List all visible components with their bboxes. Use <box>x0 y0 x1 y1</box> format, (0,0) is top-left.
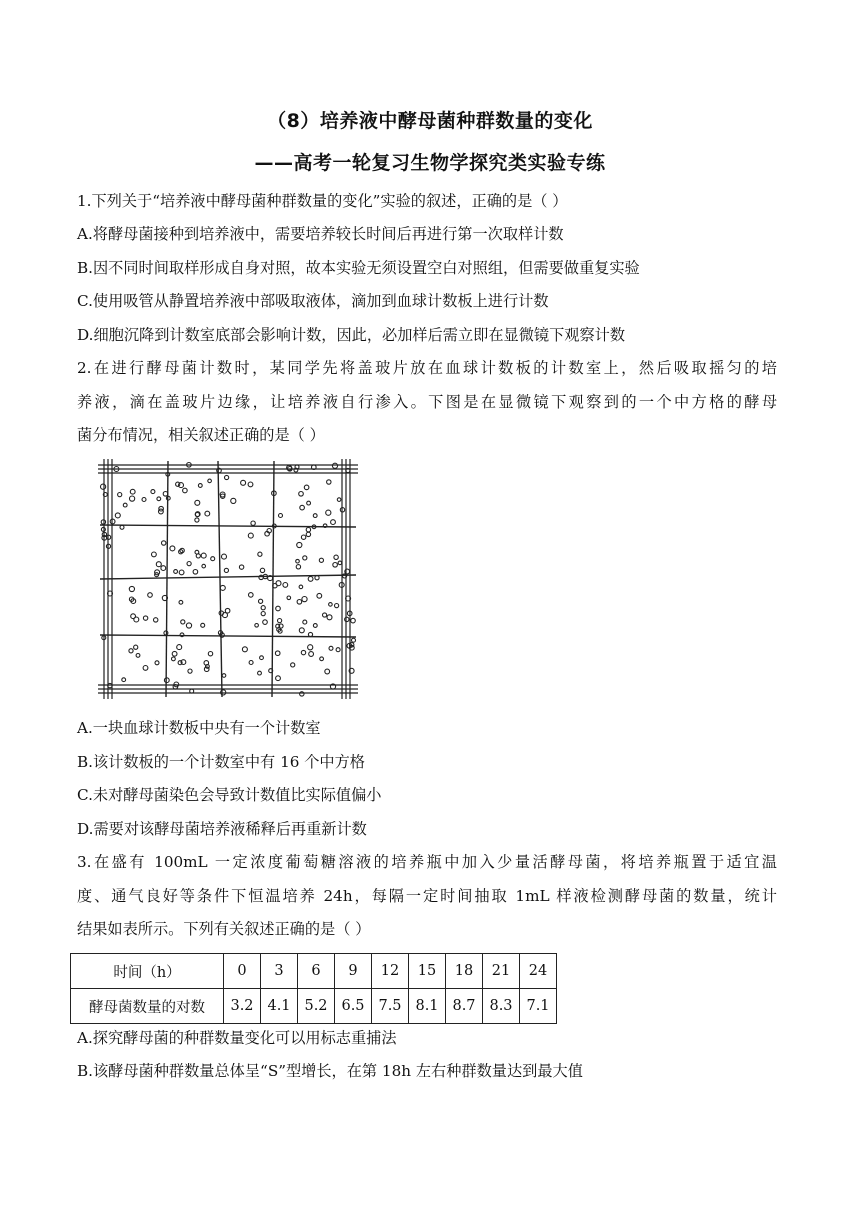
yeast-cell <box>283 583 288 588</box>
yeast-cell <box>122 678 126 682</box>
yeast-cell <box>205 511 210 516</box>
yeast-cell <box>301 650 305 654</box>
q2-option-c: C.未对酵母菌染色会导致计数值比实际值偏小 <box>77 786 382 804</box>
page-title: （8）培养液中酵母菌种群数量的变化 <box>267 110 593 132</box>
yeast-cell <box>201 553 206 558</box>
yeast-cell <box>320 657 324 661</box>
q1-option-b: B.因不同时间取样形成自身对照，故本实验无须设置空白对照组，但需要做重复实验 <box>77 259 640 277</box>
time-cell: 6 <box>298 954 335 989</box>
yeast-cell <box>115 513 120 518</box>
yeast-cell <box>327 615 332 620</box>
yeast-cell <box>211 557 215 561</box>
yeast-cell <box>299 585 303 589</box>
q1-option-d: D.细胞沉降到计数室底部会影响计数，因此，必加样后需立即在显微镜下观察计数 <box>77 326 626 344</box>
yeast-cell <box>183 488 188 493</box>
yeast-cell <box>249 661 253 665</box>
yeast-cell <box>325 669 330 674</box>
yeast-cell <box>188 669 192 673</box>
q2-stem-line-2: 养液，滴在盖玻片边缘，让培养液自行渗入。下图是在显微镜下观察到的一个中方格的酵母 <box>77 393 777 411</box>
yeast-cell <box>179 600 183 604</box>
row-header-log-count: 酵母菌数量的对数 <box>71 989 224 1024</box>
yeast-cell <box>241 480 246 485</box>
yeast-cell <box>332 463 337 468</box>
yeast-cell <box>123 503 127 507</box>
yeast-cell <box>101 484 106 489</box>
log-count-cell: 8.1 <box>409 989 446 1024</box>
yeast-cell <box>345 617 349 621</box>
yeast-cell <box>296 559 300 563</box>
yeast-cell <box>307 501 311 505</box>
yeast-cell <box>251 521 255 525</box>
yeast-cell <box>134 617 139 622</box>
yeast-cell <box>118 493 122 497</box>
yeast-cell <box>331 520 336 525</box>
q1-option-c: C.使用吸管从静置培养液中部吸取液体，滴加到血球计数板上进行计数 <box>77 292 549 310</box>
yeast-cell <box>303 620 307 624</box>
hemocytometer-grid-figure <box>96 457 360 701</box>
yeast-cell <box>276 676 281 681</box>
yeast-cell <box>193 570 198 575</box>
yeast-cell <box>301 535 305 539</box>
q1-stem: 1.下列关于“培养液中酵母菌种群数量的变化”实验的叙述，正确的是（ ） <box>77 192 568 210</box>
yeast-cell <box>260 656 264 660</box>
yeast-cell <box>334 555 338 559</box>
yeast-cell <box>336 648 340 652</box>
yeast-cell <box>255 624 259 628</box>
yeast-cell <box>329 603 333 607</box>
yeast-cell <box>143 666 148 671</box>
yeast-cell <box>225 608 230 613</box>
yeast-cell <box>242 647 247 652</box>
yeast-cell <box>202 564 206 568</box>
table-row-time <box>71 954 557 989</box>
table-row-log-count <box>71 989 557 1024</box>
yeast-cell <box>161 566 166 571</box>
q3-stem-line-3: 结果如表所示。下列有关叙述正确的是（ ） <box>77 920 371 938</box>
q3-option-a: A.探究酵母菌的种群数量变化可以用标志重捕法 <box>77 1029 397 1047</box>
yeast-cell <box>308 645 313 650</box>
yeast-cell <box>319 558 323 562</box>
yeast-cell <box>142 498 146 502</box>
yeast-cell <box>278 619 282 623</box>
yeast-cell <box>134 645 138 649</box>
yeast-cell <box>201 623 205 627</box>
log-count-cell: 7.1 <box>520 989 557 1024</box>
yeast-cell <box>259 599 263 603</box>
q2-option-d: D.需要对该酵母菌培养液稀释后再重新计数 <box>77 820 367 838</box>
yeast-cell <box>279 514 283 518</box>
yeast-count-table <box>70 953 557 1024</box>
time-cell: 18 <box>446 954 483 989</box>
time-cell: 9 <box>335 954 372 989</box>
q3-stem-line-1: 3.在盛有 100mL 一定浓度葡萄糖溶液的培养瓶中加入少量活酵母菌，将培养瓶置于适宜温 <box>77 853 777 871</box>
yeast-cell <box>308 577 313 582</box>
yeast-cell <box>157 497 161 501</box>
yeast-cell <box>130 496 135 501</box>
time-cell: 21 <box>483 954 520 989</box>
yeast-cell <box>156 562 161 567</box>
yeast-cell <box>222 674 226 678</box>
yeast-cell <box>275 651 280 656</box>
yeast-cell <box>172 657 176 661</box>
yeast-cell <box>261 606 265 610</box>
yeast-cell <box>306 532 310 536</box>
yeast-cell <box>326 510 331 515</box>
log-count-cell: 3.2 <box>224 989 261 1024</box>
yeast-cell <box>291 663 295 667</box>
yeast-cell <box>327 480 331 484</box>
time-cell: 3 <box>261 954 298 989</box>
log-count-cell: 4.1 <box>261 989 298 1024</box>
yeast-cell <box>195 518 199 522</box>
q2-option-b: B.该计数板的一个计数室中有 16 个中方格 <box>77 753 365 771</box>
yeast-cell <box>231 498 236 503</box>
q2-stem-line-1: 2.在进行酵母菌计数时，某同学先将盖玻片放在血球计数板的计数室上，然后吸取摇匀的培 <box>77 359 777 377</box>
yeast-cell <box>313 624 317 628</box>
yeast-cell <box>300 692 304 696</box>
yeast-cell <box>186 623 191 628</box>
yeast-cell <box>208 479 212 483</box>
yeast-cell <box>335 604 339 608</box>
grid-line <box>100 635 356 637</box>
q1-option-a: A.将酵母菌接种到培养液中，需要培养较长时间后再进行第一次取样计数 <box>77 225 564 243</box>
yeast-cell <box>162 541 166 545</box>
yeast-cell <box>224 568 228 572</box>
yeast-cell <box>303 556 307 560</box>
yeast-cell <box>296 565 300 569</box>
yeast-cell <box>338 561 342 565</box>
yeast-cell <box>329 646 333 650</box>
yeast-cell <box>323 524 327 528</box>
row-header-time: 时间（h） <box>71 954 224 989</box>
yeast-cell <box>309 652 314 657</box>
log-count-cell: 6.5 <box>335 989 372 1024</box>
yeast-cell <box>333 563 338 568</box>
yeast-cell <box>130 489 135 494</box>
yeast-cell <box>101 520 105 524</box>
yeast-cell <box>304 485 309 490</box>
yeast-cell <box>187 562 191 566</box>
yeast-cell <box>129 586 134 591</box>
time-cell: 15 <box>409 954 446 989</box>
yeast-cell <box>276 606 281 611</box>
yeast-cell <box>297 600 302 605</box>
q3-stem-line-2: 度、通气良好等条件下恒温培养 24h，每隔一定时间抽取 1mL 样液检测酵母菌的数量，统计 <box>77 887 777 905</box>
yeast-cell <box>154 618 158 622</box>
yeast-cell <box>263 620 268 625</box>
yeast-cell <box>287 596 291 600</box>
yeast-cell <box>174 570 178 574</box>
yeast-cell <box>136 654 140 658</box>
yeast-cell <box>120 525 124 529</box>
yeast-cell <box>258 552 262 556</box>
yeast-cell <box>220 585 225 590</box>
yeast-cell <box>313 514 317 518</box>
yeast-cell <box>248 482 253 487</box>
yeast-cell <box>181 620 185 624</box>
yeast-cell <box>299 628 304 633</box>
log-count-cell: 7.5 <box>372 989 409 1024</box>
yeast-cell <box>225 475 229 479</box>
yeast-cell <box>260 568 264 572</box>
yeast-cell <box>172 651 177 656</box>
yeast-cell <box>297 542 302 547</box>
yeast-cell <box>299 492 304 497</box>
grid-line <box>100 525 356 527</box>
yeast-cell <box>258 671 262 675</box>
yeast-cell <box>151 490 155 494</box>
time-cell: 12 <box>372 954 409 989</box>
yeast-cell <box>249 593 254 598</box>
yeast-cell <box>177 645 182 650</box>
yeast-cell <box>317 593 322 598</box>
yeast-cell <box>195 500 200 505</box>
yeast-cell <box>337 498 341 502</box>
yeast-cell <box>195 550 199 554</box>
yeast-cell <box>143 616 147 620</box>
yeast-cell <box>261 612 265 616</box>
log-count-cell: 5.2 <box>298 989 335 1024</box>
q3-option-b: B.该酵母菌种群数量总体呈“S”型增长，在第 18h 左右种群数量达到最大值 <box>77 1062 583 1080</box>
yeast-cell <box>248 533 253 538</box>
log-count-cell: 8.7 <box>446 989 483 1024</box>
yeast-cell <box>148 593 153 598</box>
yeast-cell <box>302 597 307 602</box>
yeast-cell <box>170 546 175 551</box>
yeast-cell <box>179 570 184 575</box>
yeast-cell <box>352 638 356 642</box>
yeast-cell <box>222 554 227 559</box>
yeast-cell <box>129 649 133 653</box>
q2-option-a: A.一块血球计数板中央有一个计数室 <box>77 719 321 737</box>
yeast-cell <box>306 528 310 532</box>
yeast-cell <box>300 505 305 510</box>
time-cell: 0 <box>224 954 261 989</box>
page-subtitle: ——高考一轮复习生物学探究类实验专练 <box>254 152 606 174</box>
time-cell: 24 <box>520 954 557 989</box>
yeast-cell <box>152 552 157 557</box>
yeast-cell <box>155 661 159 665</box>
yeast-cell <box>239 565 243 569</box>
yeast-cell <box>323 613 327 617</box>
q2-stem-line-3: 菌分布情况，相关叙述正确的是（ ） <box>77 426 325 444</box>
yeast-cell <box>198 484 202 488</box>
yeast-cell <box>351 618 356 623</box>
log-count-cell: 8.3 <box>483 989 520 1024</box>
yeast-cell <box>208 652 212 656</box>
